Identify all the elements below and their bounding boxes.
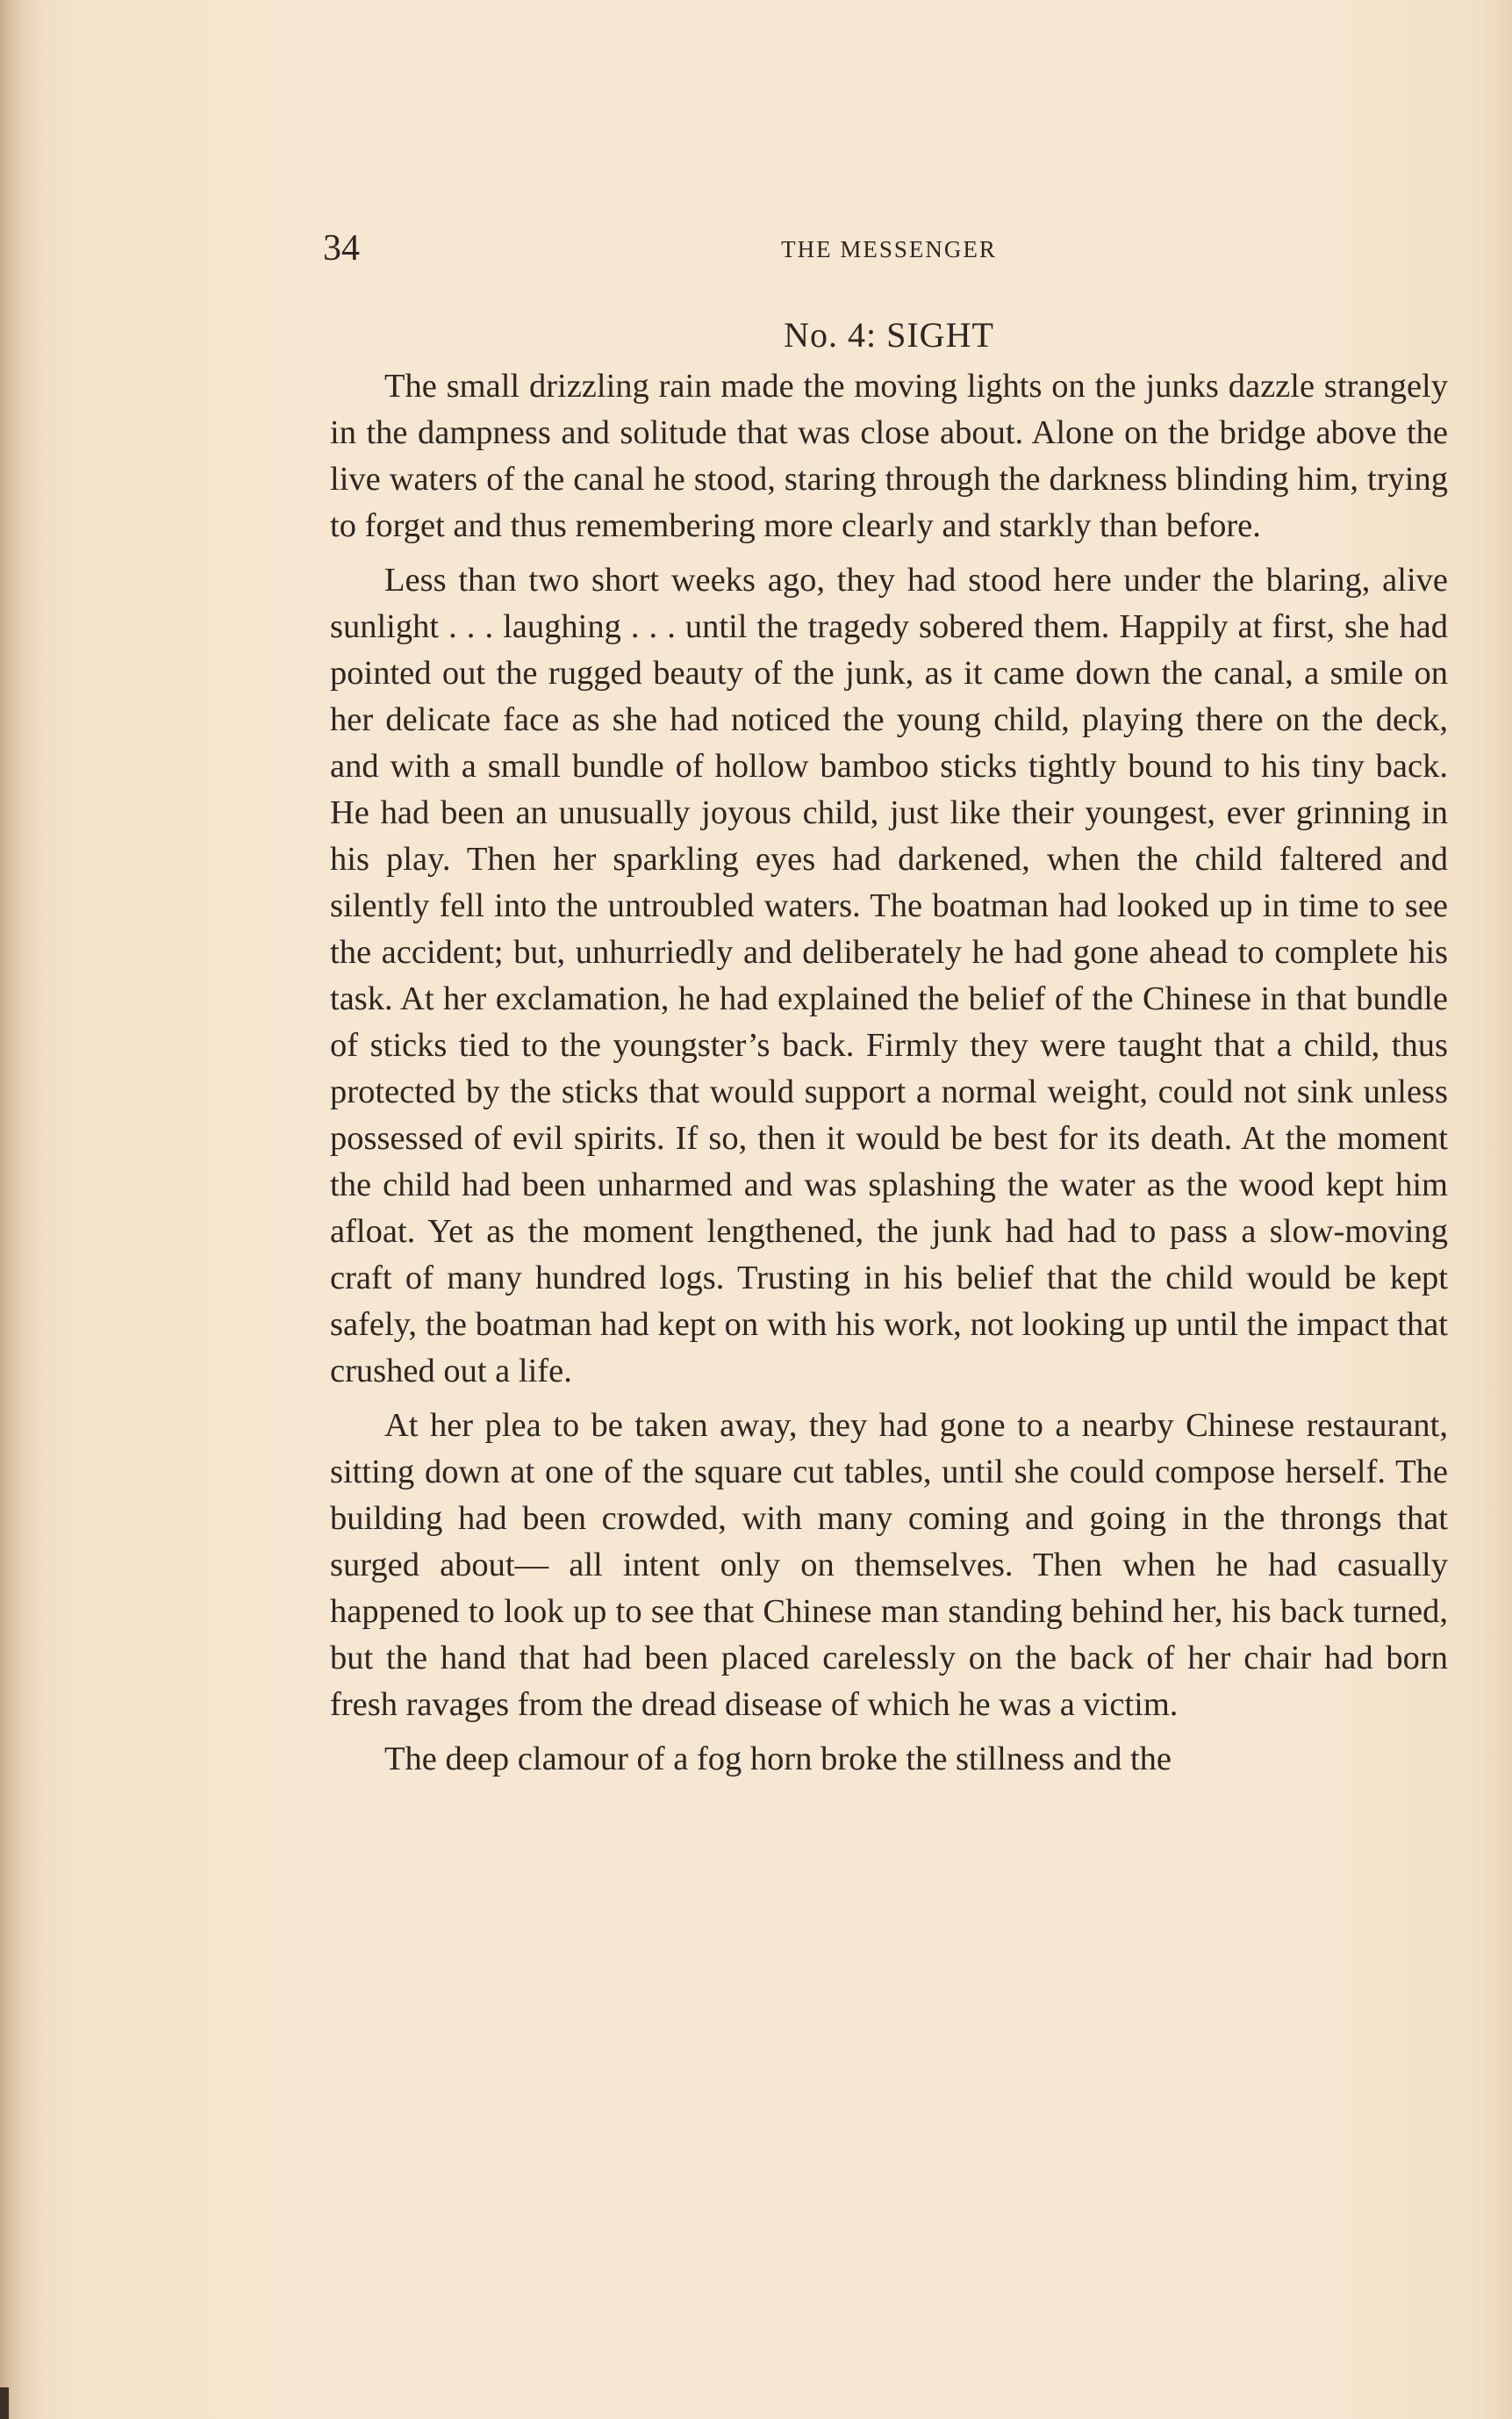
paragraph-4: The deep clamour of a fog horn broke the stillness and the <box>384 1741 1172 1777</box>
running-title: THE MESSENGER <box>781 236 997 262</box>
paragraph-1: The small drizzling rain made the moving lights on the junks dazzle strangely in the dampness and solitude that was close about. Alone on the bridge above the live waters of the canal he stood, staring through the darkness blinding him, trying to forget and thus remembering more clearly and starkly than before. <box>330 368 1448 544</box>
page-number: 34 <box>323 228 360 269</box>
paragraph-3: At her plea to be taken away, they had gone to a nearby Chinese restaurant, sitting down at one of the square cut tables, until she could compose herself. The building had been crowded, with many coming and going in the throngs that surged about— all intent only on themselves. Then when he had casually happened to look up to see that Chinese man standing behind her, his back turned, but the hand that had been placed carelessly on the back of her chair had born fresh ravages from the dread disease of which he was a victim. <box>330 1407 1448 1723</box>
page-binding-edge <box>0 0 46 2419</box>
binding-mark <box>0 2387 9 2419</box>
running-head <box>323 225 1448 272</box>
paragraph-2: Less than two short weeks ago, they had stood here under the blaring, alive sunlight . . . laughing . . . until the tragedy sobered them. Happily at first, she had pointed out the rugged beauty of the junk, as it came down the canal, a smile on her delicate face as she had noticed the young child, playing there on the deck, and with a small bundle of hollow bamboo sticks tightly bound to his tiny back. He had been an unusually joyous child, just like their youngest, ever grinning in his play. Then her sparkling eyes had darkened, when the child faltered and silently fell into the untroubled waters. The boatman had looked up in time to see the accident; but, unhurriedly and deliberately he had gone ahead to complete his task. At her exclamation, he had explained the belief of the Chinese in that bundle of sticks tied to the youngster’s back. Firmly they were taught that a child, thus protected by the sticks that would support a normal weight, could not sink unless possessed of evil spirits. If so, then it would be best for its death. At the moment the child had been unharmed and was splashing the water as the wood kept him afloat. Yet as the moment lengthened, the junk had had to pass a slow-moving craft of many hundred logs. Trusting in his belief that the child would be kept safely, the boatman had kept on with his work, not looking up until the impact that crushed out a life. <box>330 562 1448 1389</box>
section-title: No. 4: SIGHT <box>784 315 994 355</box>
page-content <box>323 225 1448 1791</box>
